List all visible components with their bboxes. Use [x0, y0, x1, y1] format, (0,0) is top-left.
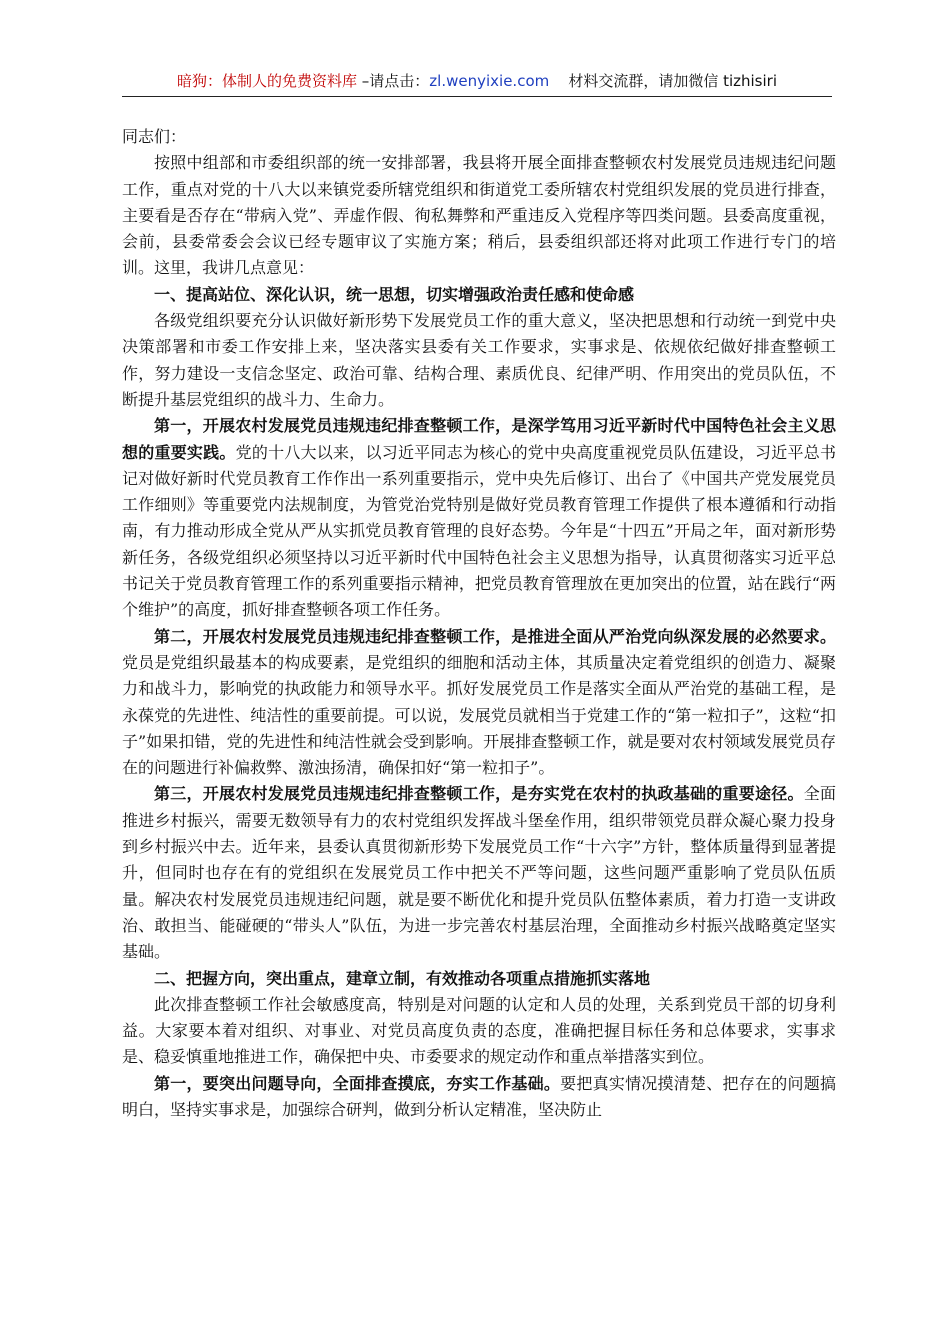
- header-wechat-note: 材料交流群，请加微信 tizhisiri: [568, 72, 777, 90]
- document-body: [122, 124, 836, 1123]
- section2-point1-paragraph: [122, 1071, 836, 1124]
- section1-point2-text: 党员是党组织最基本的构成要素，是党组织的细胞和活动主体，其质量决定着党组织的创造力、凝聚力和战斗力，影响党的执政能力和领导水平。抓好发展党员工作是落实全面从严治党的基础工程，是永葆党的先进性、纯洁性的重要前提。可以说，发展党员就相当于党建工作的“第一粒扣子”，这粒“扣子”如果扣错，党的先进性和纯洁性就会受到影响。开展排查整顿工作，就是要对农村领域发展党员存在的问题进行补偏救弊、激浊扬清，确保扣好“第一粒扣子”。: [122, 652, 836, 778]
- section2-point1-text: 要把真实情况摸清楚、把存在的问题搞明白，坚持实事求是，加强综合研判，做到分析认定精准，坚决防止: [122, 1073, 836, 1119]
- header-site-name: 暗狗：体制人的免费资料库: [177, 72, 358, 90]
- section1-point3-paragraph: [122, 781, 836, 965]
- section1-lead-paragraph: 各级党组织要充分认识做好新形势下发展党员工作的重大意义，坚决把思想和行动统一到党中央决策部署和市委工作安排上来，坚决落实县委有关工作要求，实事求是、依规依纪做好排查整顿工作，努力建设一支信念坚定、政治可靠、结构合理、素质优良、纪律严明、作用突出的党员队伍，不断提升基层党组织的战斗力、生命力。: [122, 311, 836, 409]
- section2-lead-paragraph: 此次排查整顿工作社会敏感度高，特别是对问题的认定和人员的处理，关系到党员干部的切身利益。大家要本着对组织、对事业、对党员高度负责的态度，准确把握目标任务和总体要求，实事求是、稳妥慎重地推进工作，确保把中央、市委要求的规定动作和重点举措落实到位。: [122, 994, 836, 1067]
- section1-point1-paragraph: [122, 413, 836, 623]
- section1-heading: 一、提高站位、深化认识，统一思想，切实增强政治责任感和使命感: [154, 284, 635, 304]
- section1-point1-bold: 第一，开展农村发展党员违规违纪排查整顿工作，是深学笃用习近平新时代中国特色社会主义思想的重要实践。: [122, 416, 836, 462]
- intro-paragraph: 按照中组部和市委组织部的统一安排部署，我县将开展全面排查整顿农村发展党员违规违纪问题工作，重点对党的十八大以来镇党委所辖党组织和街道党工委所辖农村党组织发展的党员进行排查，主要看是否存在“带病入党”、弄虚作假、徇私舞弊和严重违反入党程序等四类问题。县委高度重视，会前，县委常委会会议已经专题审议了实施方案；稍后，县委组织部还将对此项工作进行专门的培训。这里，我讲几点意见：: [122, 153, 836, 278]
- header-divider: [122, 96, 832, 97]
- header-click-label: –请点击：: [357, 72, 430, 90]
- salutation: 同志们：: [122, 127, 187, 146]
- section1-point2-paragraph: [122, 624, 836, 782]
- section1-point3-text: 全面推进乡村振兴，需要无数领导有力的农村党组织发挥战斗堡垒作用，组织带领党员群众凝心聚力投身到乡村振兴中去。近年来，县委认真贯彻新形势下发展党员工作“十六字”方针，整体质量得到显著提升，但同时也存在有的党组织在发展党员工作中把关不严等问题，这些问题严重影响了党员队伍质量。解决农村发展党员违规违纪问题，就是要不断优化和提升党员队伍整体素质，着力打造一支讲政治、敢担当、能碰硬的“带头人”队伍，为进一步完善农村基层治理，全面推动乡村振兴战略奠定坚实基础。: [122, 784, 836, 962]
- header-url-link[interactable]: zl.wenyixie.com: [429, 72, 550, 90]
- section2-point1-bold: 第一，要突出问题导向，全面排查摸底，夯实工作基础。: [154, 1073, 561, 1093]
- section2-heading: 二、把握方向，突出重点，建章立制，有效推动各项重点措施抓实落地: [154, 968, 651, 988]
- section1-point3-bold: 第三，开展农村发展党员违规违纪排查整顿工作，是夯实党在农村的执政基础的重要途径。: [154, 784, 804, 804]
- page-header: [122, 71, 832, 91]
- section1-point2-bold: 第二，开展农村发展党员违规违纪排查整顿工作，是推进全面从严治党向纵深发展的必然要求。: [154, 626, 836, 646]
- section1-point1-text: 党的十八大以来，以习近平同志为核心的党中央高度重视党员队伍建设，习近平总书记对做好新时代党员教育工作作出一系列重要指示，党中央先后修订、出台了《中国共产党发展党员工作细则》等重要党内法规制度，为管党治党特别是做好党员教育管理工作提供了根本遵循和行动指南，有力推动形成全党从严从实抓党员教育管理的良好态势。今年是“十四五”开局之年，面对新形势新任务，各级党组织必须坚持以习近平新时代中国特色社会主义思想为指导，认真贯彻落实习近平总书记关于党员教育管理工作的系列重要指示精神，把党员教育管理放在更加突出的位置，站在践行“两个维护”的高度，抓好排查整顿各项工作任务。: [122, 442, 836, 620]
